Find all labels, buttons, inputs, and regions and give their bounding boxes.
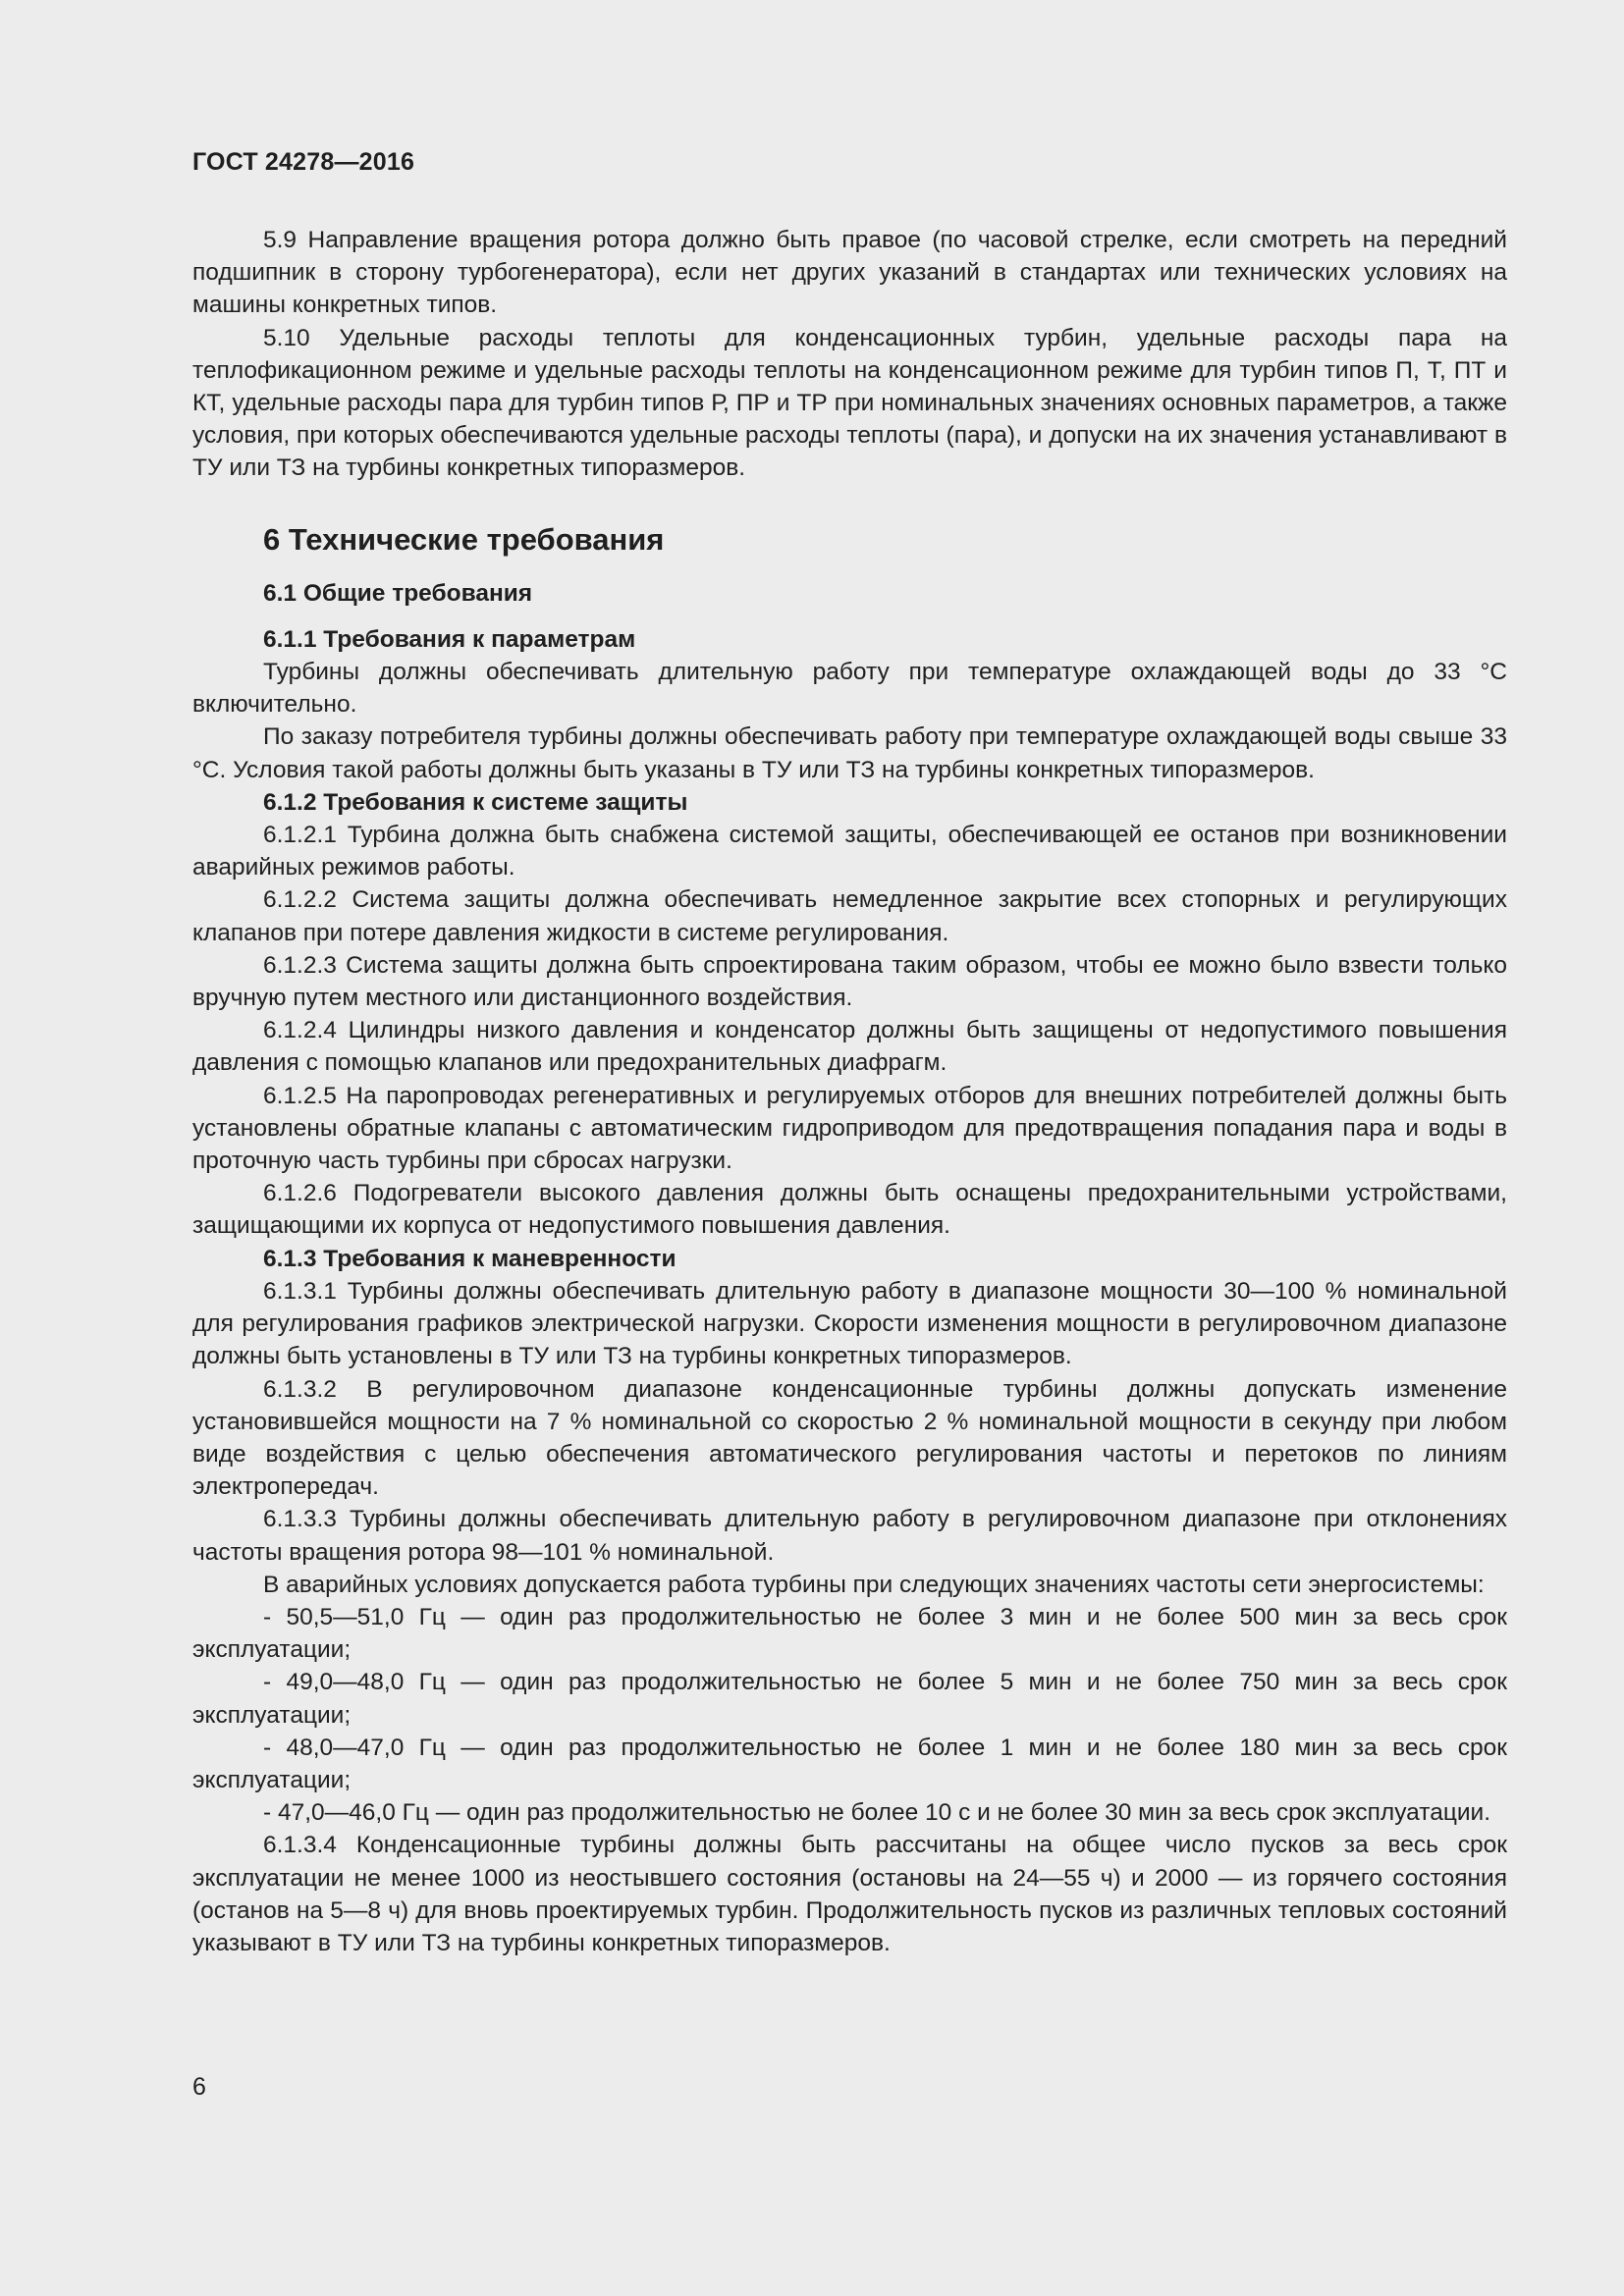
page-number: 6 xyxy=(192,2073,206,2101)
paragraph-emergency-intro: В аварийных условиях допускается работа турбины при следующих значениях частоты сети энергосистемы: xyxy=(263,1571,1485,1598)
paragraph-5-10: 5.10 Удельные расходы теплоты для конденсационных турбин, удельные расходы пара на теплофикационном режиме и удельные расходы теплоты на конденсационном режиме для турбин типов П, Т, ПТ и КТ, удельные расходы пара для турбин типов Р, ПР и ТР при номинальных значениях основных параметров, а также условия, при которых обеспечиваются удельные расходы теплоты (пара), и допуски на их значения устанавливают в ТУ или ТЗ на турбины конкретных типоразмеров. xyxy=(192,324,1507,482)
document-body xyxy=(192,224,1507,1959)
paragraph-6-1-2-4: 6.1.2.4 Цилиндры низкого давления и конденсатор должны быть защищены от недопустимого повышения давления с помощью клапанов или предохранительных диафрагм. xyxy=(192,1017,1507,1077)
paragraph-6-1-3-1: 6.1.3.1 Турбины должны обеспечивать длительную работу в диапазоне мощности 30—100 % номинальной для регулирования графиков электрической нагрузки. Скорости изменения мощности в регулировочном диапазоне должны быть установлены в ТУ или ТЗ на турбины конкретных типоразмеров. xyxy=(192,1277,1507,1370)
list-item-frequency-2: - 49,0—48,0 Гц — один раз продолжительностью не более 5 мин и не более 750 мин за весь срок эксплуатации; xyxy=(192,1669,1507,1729)
paragraph-6-1-3-3: 6.1.3.3 Турбины должны обеспечивать длительную работу в регулировочном диапазоне при отклонениях частоты вращения ротора 98—101 % номинальной. xyxy=(192,1506,1507,1566)
paragraph-6-1-1-a: Турбины должны обеспечивать длительную работу при температуре охлаждающей воды до 33 °С включительно. xyxy=(192,659,1507,719)
subsection-title-6-1: 6.1 Общие требования xyxy=(263,579,533,607)
list-item-frequency-1: - 50,5—51,0 Гц — один раз продолжительностью не более 3 мин и не более 500 мин за весь срок эксплуатации; xyxy=(192,1603,1507,1664)
paragraph-6-1-2-2: 6.1.2.2 Система защиты должна обеспечивать немедленное закрытие всех стопорных и регулирующих клапанов при потере давления жидкости в системе регулирования. xyxy=(192,886,1507,946)
subsection-title-6-1-2: 6.1.2 Требования к системе защиты xyxy=(263,788,688,816)
list-item-frequency-4: - 47,0—46,0 Гц — один раз продолжительностью не более 10 с и не более 30 мин за весь срок эксплуатации. xyxy=(263,1799,1491,1827)
paragraph-6-1-2-3: 6.1.2.3 Система защиты должна быть спроектирована таким образом, чтобы ее можно было взвести только вручную путем местного или дистанционного воздействия. xyxy=(192,951,1507,1012)
paragraph-6-1-2-6: 6.1.2.6 Подогреватели высокого давления должны быть оснащены предохранительными устройствами, защищающими их корпуса от недопустимого повышения давления. xyxy=(192,1180,1507,1240)
paragraph-6-1-1-b: По заказу потребителя турбины должны обеспечивать работу при температуре охлаждающей воды свыше 33 °С. Условия такой работы должны быть указаны в ТУ или ТЗ на турбины конкретных типоразмеров. xyxy=(192,723,1507,783)
paragraph-6-1-2-5: 6.1.2.5 На паропроводах регенеративных и регулируемых отборов для внешних потребителей должны быть установлены обратные клапаны с автоматическим гидроприводом для предотвращения попадания пара и воды в проточную часть турбины при сбросах нагрузки. xyxy=(192,1082,1507,1175)
subsection-title-6-1-3: 6.1.3 Требования к маневренности xyxy=(263,1245,677,1272)
list-item-frequency-3: - 48,0—47,0 Гц — один раз продолжительностью не более 1 мин и не более 180 мин за весь срок эксплуатации; xyxy=(192,1734,1507,1793)
document-header: ГОСТ 24278—2016 xyxy=(192,148,415,176)
paragraph-6-1-3-4: 6.1.3.4 Конденсационные турбины должны быть рассчитаны на общее число пусков за весь срок эксплуатации не менее 1000 из неостывшего состояния (остановы на 24—55 ч) и 2000 — из горячего состояния (останов на 5—8 ч) для вновь проектируемых турбин. Продолжительность пусков из различных тепловых состояний указывают в ТУ или ТЗ на турбины конкретных типоразмеров. xyxy=(192,1832,1507,1956)
subsection-title-6-1-1: 6.1.1 Требования к параметрам xyxy=(263,625,636,653)
paragraph-5-9: 5.9 Направление вращения ротора должно быть правое (по часовой стрелке, если смотреть на передний подшипник в сторону турбогенератора), если нет других указаний в стандартах или технических условиях на машины конкретных типов. xyxy=(192,227,1507,319)
paragraph-6-1-3-2: 6.1.3.2 В регулировочном диапазоне конденсационные турбины должны допускать изменение установившейся мощности на 7 % номинальной со скоростью 2 % номинальной мощности в секунду при любом виде воздействия с целью обеспечения автоматического регулирования частоты и перетоков по линиям электропередач. xyxy=(192,1375,1507,1501)
paragraph-6-1-2-1: 6.1.2.1 Турбина должна быть снабжена системой защиты, обеспечивающей ее останов при возникновении аварийных режимов работы. xyxy=(192,822,1507,881)
section-title-6: 6 Технические требования xyxy=(263,521,665,557)
